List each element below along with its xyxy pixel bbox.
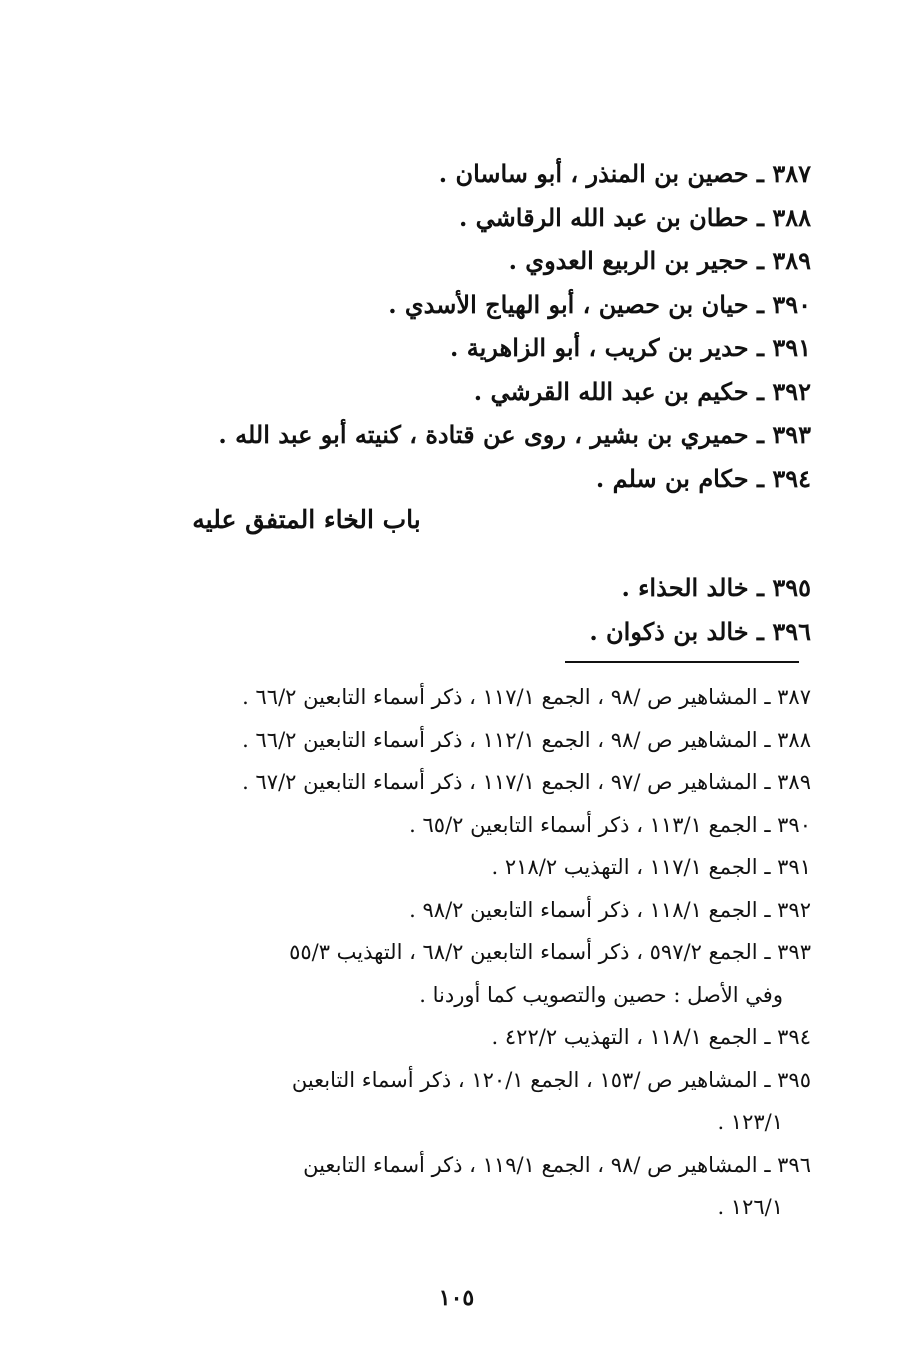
footnote-395-continuation: ١٢٣/١ . [717,1110,783,1134]
footnote-387: ٣٨٧ ـ المشاهير ص /٩٨ ، الجمع ١١٧/١ ، ذكر أسماء التابعين ٦٦/٢ . [242,685,811,709]
footnote-395: ٣٩٥ ـ المشاهير ص /١٥٣ ، الجمع ١٢٠/١ ، ذكر أسماء التابعين [291,1067,811,1092]
footnote-392: ٣٩٢ ـ الجمع ١١٨/١ ، ذكر أسماء التابعين ٩٨/٢ . [409,897,811,922]
footnote-divider [565,661,799,663]
footnote-388: ٣٨٨ ـ المشاهير ص /٩٨ ، الجمع ١١٢/١ ، ذكر أسماء التابعين ٦٦/٢ . [242,727,811,752]
entry-389: ٣٨٩ ـ حجير بن الربيع العدوي . [508,246,811,275]
entry-393: ٣٩٣ ـ حميري بن بشير ، روى عن قتادة ، كنيته أبو عبد الله . [218,420,811,449]
entry-388: ٣٨٨ ـ حطان بن عبد الله الرقاشي . [458,202,811,232]
section-heading-text: باب الخاء المتفق عليه [192,505,421,534]
entries-list [211,152,811,500]
footnote-396: ٣٩٦ ـ المشاهير ص /٩٨ ، الجمع ١١٩/١ ، ذكر أسماء التابعين [303,1152,811,1177]
footnote-390: ٣٩٠ ـ الجمع ١١٣/١ ، ذكر أسماء التابعين ٦٥/٢ . [409,812,811,837]
footnote-389: ٣٨٩ ـ المشاهير ص /٩٧ ، الجمع ١١٧/١ ، ذكر أسماء التابعين ٦٧/٢ . [242,770,811,794]
section-heading [0,505,913,534]
entry-396: ٣٩٦ ـ خالد بن ذكوان . [589,616,811,646]
entry-394: ٣٩٤ ـ حكام بن سلم . [595,463,811,493]
footnote-396-continuation: ١٢٦/١ . [717,1195,783,1219]
entry-390: ٣٩٠ ـ حيان بن حصين ، أبو الهياج الأسدي . [388,289,811,319]
footnote-393: ٣٩٣ ـ الجمع ٥٩٧/٢ ، ذكر أسماء التابعين ٦٨/٢ ، التهذيب ٥٥/٣ [289,940,811,964]
footnotes [111,676,811,1229]
entry-395: ٣٩٥ ـ خالد الحذاء . [621,573,811,602]
entries-kha-list [211,566,811,653]
entry-387: ٣٨٧ ـ حصين بن المنذر ، أبو ساسان . [438,159,811,188]
entry-392: ٣٩٢ ـ حكيم بن عبد الله القرشي . [473,376,811,406]
footnote-394: ٣٩٤ ـ الجمع ١١٨/١ ، التهذيب ٤٢٢/٢ . [491,1025,811,1049]
footnote-391: ٣٩١ ـ الجمع ١١٧/١ ، التهذيب ٢١٨/٢ . [491,855,811,879]
page-number: ١٠٥ [438,1285,475,1311]
entry-391: ٣٩١ ـ حدير بن كريب ، أبو الزاهرية . [450,333,811,362]
footnote-393-continuation: وفي الأصل : حصين والتصويب كما أوردنا . [419,982,783,1007]
